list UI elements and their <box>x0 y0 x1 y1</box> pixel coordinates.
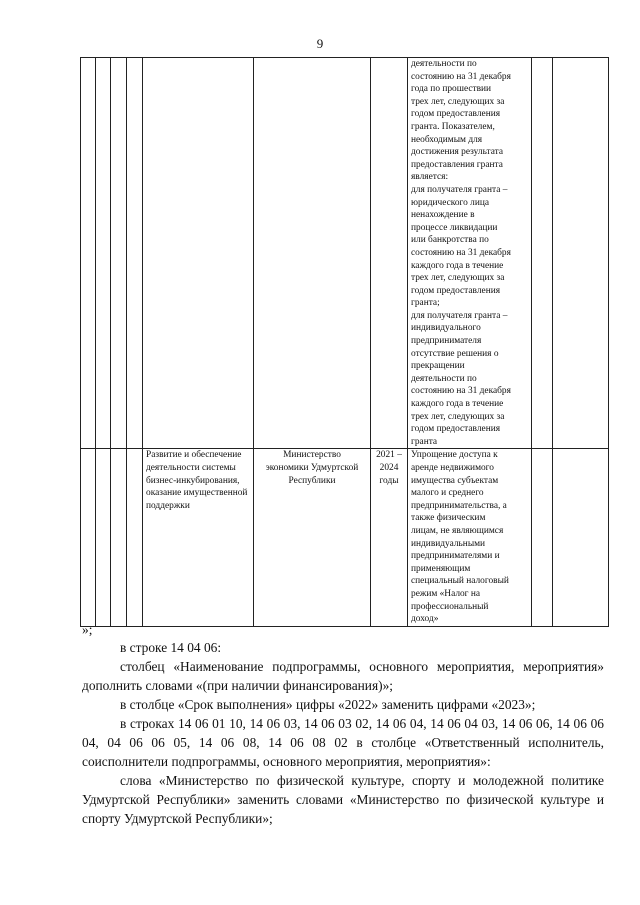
period-cell <box>371 58 408 449</box>
closing-quote: »; <box>82 622 93 637</box>
code-cell <box>81 58 96 449</box>
executor-cell: Министерство экономики Удмуртской Республики <box>254 449 371 627</box>
extra-cell <box>532 58 553 449</box>
code-cell <box>96 449 111 627</box>
code-cell <box>111 58 127 449</box>
code-cell <box>111 449 127 627</box>
result-cell: Упрощение доступа к аренде недвижимого имущества субъектам малого и среднего предпринимательства, а также физическим лицам, не являющимся индивидуальными предпринимателями и применяющим специальный налоговый режим «Налог на профессиональный доход» <box>408 449 532 627</box>
paragraph: в строке 14 04 06: <box>120 640 222 655</box>
code-cell <box>127 58 143 449</box>
amendment-text <box>82 622 604 828</box>
extra-cell <box>553 58 609 449</box>
period-cell: 2021 – 2024 годы <box>371 449 408 627</box>
table-row <box>81 449 609 627</box>
paragraph: в столбце «Срок выполнения» цифры «2022» заменить цифрами «2023»; <box>120 697 536 712</box>
code-cell <box>127 449 143 627</box>
page-number: 9 <box>316 36 324 51</box>
code-cell <box>81 449 96 627</box>
code-cell <box>96 58 111 449</box>
paragraph: столбец «Наименование подпрограммы, основного мероприятия, мероприятия» дополнить словами «(при наличии финансирования)»; <box>82 659 604 693</box>
paragraph: слова «Министерство по физической культуре, спорту и молодежной политике Удмуртской Республики» заменить словами «Министерство по физической культуре и спорту Удмуртской Республики»; <box>82 773 604 826</box>
name-cell <box>143 58 254 449</box>
executor-cell <box>254 58 371 449</box>
extra-cell <box>553 449 609 627</box>
name-cell: Развитие и обеспечение деятельности системы бизнес-инкубирования, оказание имущественной поддержки <box>143 449 254 627</box>
program-table <box>80 57 609 627</box>
paragraph: в строках 14 06 01 10, 14 06 03, 14 06 03 02, 14 06 04, 14 06 04 03, 14 06 06, 14 06 06 04, 04 06 06 05, 14 06 08, 14 06 08 02 в столбце «Ответственный исполнитель, соисполнители подпрограммы, основного мероприятия, мероприятия»: <box>82 716 604 769</box>
table-row <box>81 58 609 449</box>
extra-cell <box>532 449 553 627</box>
result-cell: деятельности по состоянию на 31 декабря года по прошествии трех лет, следующих за годом предоставления гранта. Показателем, необходимым для достижения результата предоставления гранта является: для получателя гранта – юридического лица ненахождение в процессе ликвидации или банкротства по состоянию на 31 декабря каждого года в течение трех лет, следующих за годом предоставления гранта; для получателя гранта – индивидуального предпринимателя отсутствие решения о прекращении деятельности по состоянию на 31 декабря каждого года в течение трех лет, следующих за годом предоставления гранта <box>408 58 532 449</box>
